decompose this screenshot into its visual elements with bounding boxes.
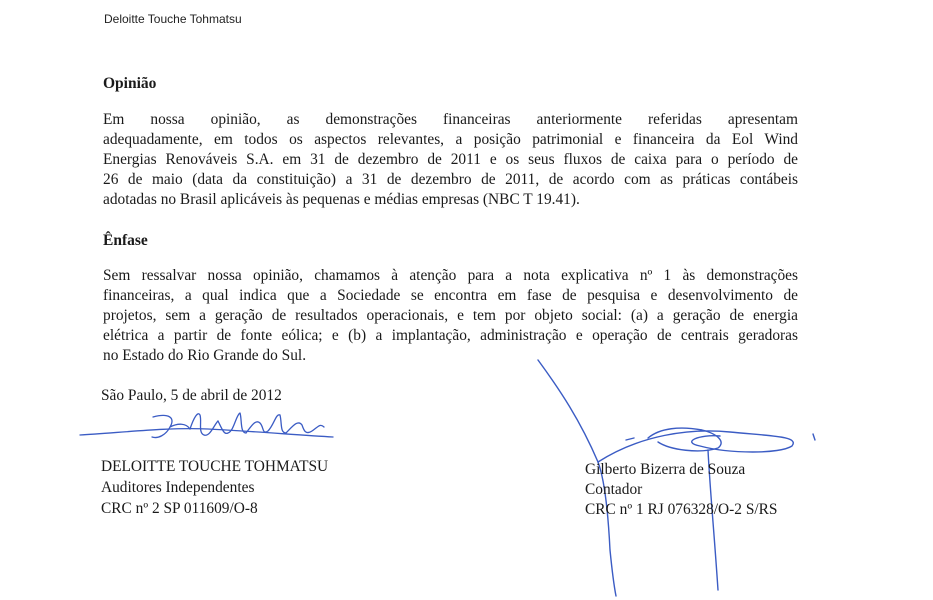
paragraph-opiniao: [103, 110, 798, 210]
paragraph-line: Sem ressalvar nossa opinião, chamamos à atenção para a nota explicativa nº 1 às demonstrações: [103, 267, 798, 284]
contador-name: Gilberto Bizerra de Souza: [585, 461, 746, 478]
paragraph-line: adequadamente, em todos os aspectos relevantes, a posição patrimonial e financeira da Eol Wind: [103, 131, 798, 148]
auditor-role: Auditores Independentes: [101, 479, 255, 496]
paragraph-line: 26 de maio (data da constituição) a 31 de dezembro de 2011, de acordo com as práticas contábeis: [103, 171, 798, 188]
paragraph-line: Energias Renováveis S.A. em 31 de dezembro de 2011 e os seus fluxos de caixa para o período de: [103, 151, 798, 168]
paragraph-line: elétrica a partir de fonte eólica; e (b) a implantação, administração e operação de centrais geradoras: [103, 327, 798, 344]
section-title-enfase: Ênfase: [103, 232, 148, 249]
paragraph-line: projetos, sem a geração de resultados operacionais, e tem por objeto social: (a) a geração de energia: [103, 307, 798, 324]
contador-role: Contador: [585, 481, 643, 498]
auditor-crc: CRC nº 2 SP 011609/O-8: [101, 500, 258, 517]
place-and-date: São Paulo, 5 de abril de 2012: [101, 387, 282, 404]
section-title-opiniao: Opinião: [103, 75, 157, 92]
page-header-firm: Deloitte Touche Tohmatsu: [104, 12, 242, 26]
paragraph-line: financeiras, a qual indica que a Sociedade se encontra em fase de pesquisa e desenvolvimento de: [103, 287, 798, 304]
auditor-name: DELOITTE TOUCHE TOHMATSU: [101, 458, 329, 475]
paragraph-line: Em nossa opinião, as demonstrações financeiras anteriormente referidas apresentam: [103, 111, 798, 128]
contador-crc: CRC nº 1 RJ 076328/O-2 S/RS: [585, 501, 778, 518]
paragraph-line: no Estado do Rio Grande do Sul.: [103, 347, 307, 364]
auditor-signature: [78, 405, 338, 455]
paragraph-line: adotadas no Brasil aplicáveis às pequenas e médias empresas (NBC T 19.41).: [103, 191, 580, 208]
